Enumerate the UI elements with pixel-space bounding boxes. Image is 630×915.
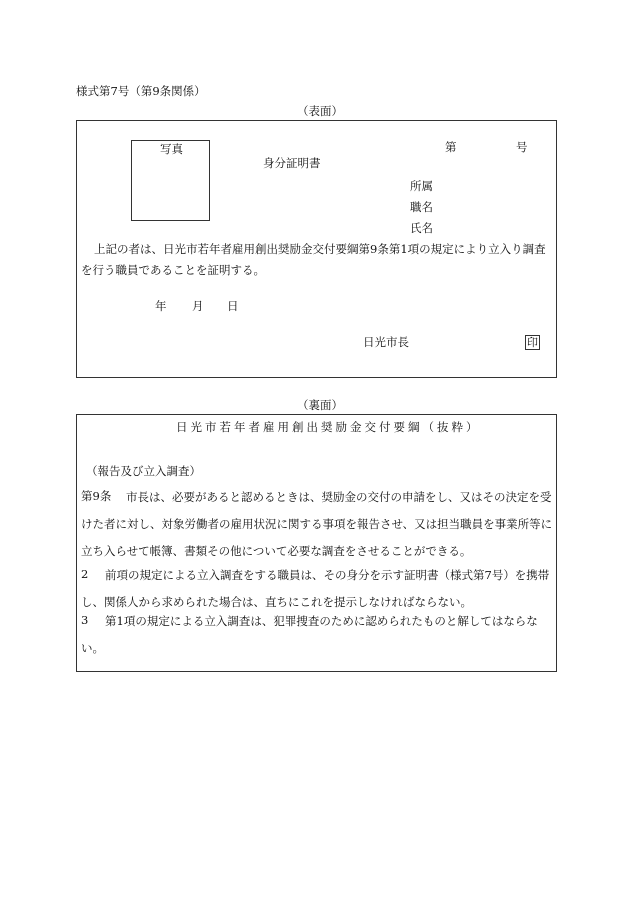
statement-line-1: 上記の者は、日光市若年者雇用創出奨励金交付要綱第9条第1項の規定により立入り調査: [94, 242, 546, 256]
section-title: （報告及び立入調査）: [86, 464, 201, 478]
front-heading: （表面）: [297, 104, 343, 118]
seal-mark: 印: [527, 336, 538, 349]
article-label: 第9条: [81, 489, 112, 503]
back-card: [76, 414, 557, 672]
card-title: 身分証明書: [263, 156, 321, 170]
date-month: 月: [192, 299, 204, 313]
date-day: 日: [227, 299, 239, 313]
back-title: 日光市若年者雇用創出奨励金交付要綱（抜粋）: [176, 420, 481, 434]
name-label: 氏名: [410, 221, 433, 235]
para3-text: 第1項の規定による立入調査は、犯罪捜査のために認められたものと解してはならない。: [81, 614, 538, 655]
date-year: 年: [155, 299, 167, 313]
number-suffix: 号: [516, 140, 528, 154]
number-prefix: 第: [445, 140, 457, 154]
photo-label: 写真: [160, 142, 183, 156]
issuer: 日光市長: [363, 335, 409, 349]
front-card: [76, 120, 557, 378]
article-text: 市長は、必要があると認めるときは、奨励金の交付の申請をし、又はその決定を受けた者に対し、対象労働者の雇用状況に関する事項を報告させ、又は担当職員を事業所等に立ち入らせて帳簿、書類その他について必要な調査をさせることができる。: [81, 490, 553, 558]
statement-line-2: を行う職員であることを証明する。: [81, 263, 265, 277]
photo-box: [131, 140, 210, 221]
form-number-label: 様式第7号（第9条関係）: [76, 84, 206, 98]
position-label: 職名: [410, 200, 433, 214]
affiliation-label: 所属: [410, 179, 433, 193]
back-heading: （裏面）: [297, 398, 343, 412]
para3-label: 3: [81, 613, 89, 627]
para2-text: 前項の規定による立入調査をする職員は、その身分を示す証明書（様式第7号）を携帯し、関係人から求められた場合は、直ちにこれを提示しなければならない。: [81, 568, 550, 609]
para2-label: 2: [81, 567, 89, 581]
